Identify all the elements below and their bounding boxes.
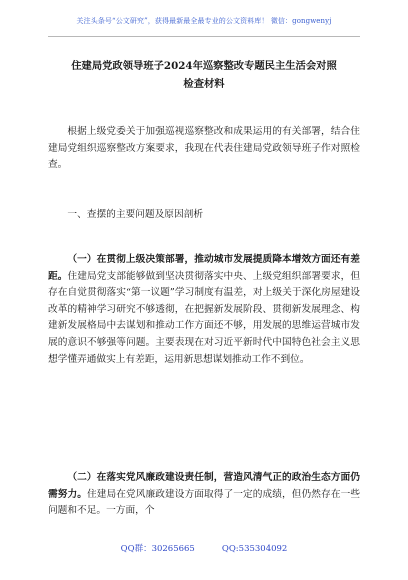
- intro-paragraph: 根据上级党委关于加强巡视巡察整改和成果运用的有关部署，结合住建局党组织巡察整改方案要求，我现在代表住建局党政领导班子作对照检查。: [48, 126, 360, 171]
- subsection-2-body: 住建局在党风廉政建设方面取得了一定的成绩，但仍然存在一些问题和不足。一方面，个: [48, 488, 361, 517]
- subsection-2-title: （二）在落实党风廉政建设责任制，营造风清气正的政治生态方面仍需努力。: [48, 472, 360, 500]
- footer-contact: QQ群：30265665 QQ:535304092: [120, 544, 288, 554]
- subsection-2: [48, 470, 360, 520]
- document-title: [48, 57, 360, 93]
- subsection-1-body: 住建局党支部能够做到坚决贯彻落实中央、上级党组织部署要求，但存在自觉贯彻落实“第一议题”学习制度有温差，对上级关于深化房屋建设改革的精神学习研究不够透彻，在把握新发展阶段、贯彻新发展理念、构建新发展格局中去谋划和推动工作方面还不够，用发展的思维运营城市发展的意识不够强等问题。主要表现在对习近平新时代中国特色社会主义思想学懂弄通做实上有差距，运用新思想谋划推动工作不到位。: [48, 270, 361, 365]
- title-line-2: 检查材料: [183, 78, 225, 90]
- top-banner: 关注头条号“公文研究”，获得最新最全最专业的公文资料库！ 微信：gongwenyj: [76, 17, 332, 25]
- banner-divider: [48, 36, 360, 37]
- subsection-1-title: （一）在贯彻上级决策部署，推动城市发展提质降本增效方面还有差距。: [48, 254, 360, 282]
- section-heading-1: 一、查摆的主要问题及原因剖析: [67, 209, 204, 220]
- title-line-1: 住建局党政领导班子2024年巡察整改专题民主生活会对照: [71, 60, 337, 72]
- subsection-1: [48, 252, 360, 368]
